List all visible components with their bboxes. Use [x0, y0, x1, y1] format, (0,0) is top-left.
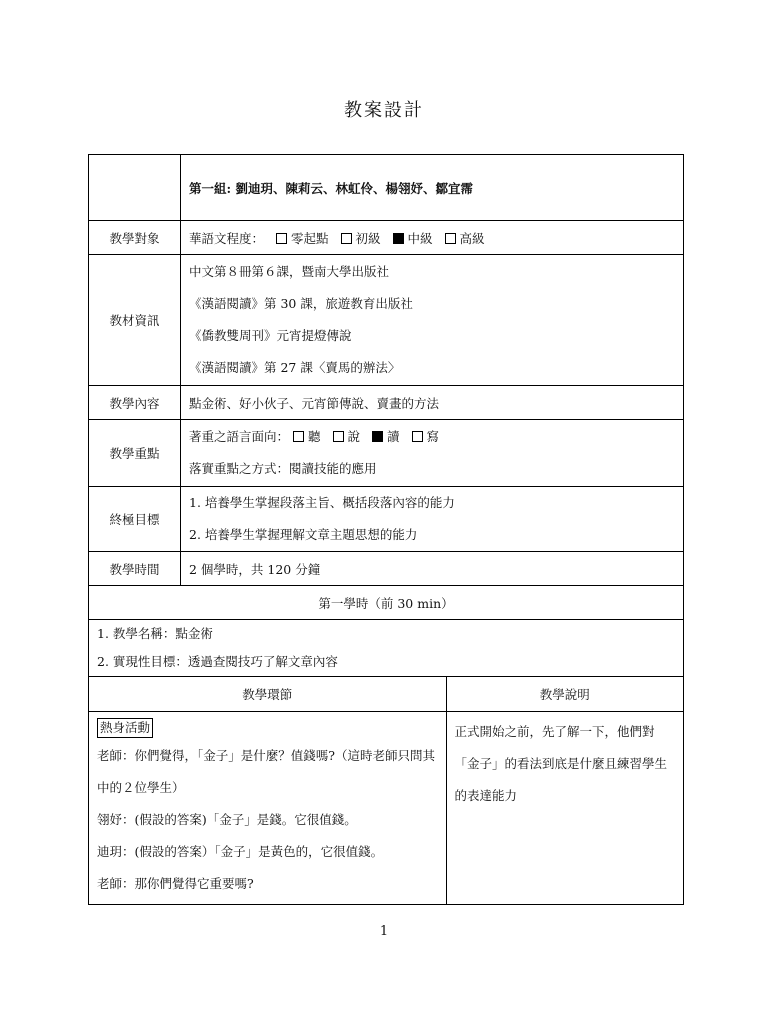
option-label: 初級 — [355, 230, 381, 246]
focus-cell — [181, 420, 684, 487]
session-info — [89, 620, 684, 677]
dialogue-line: 迪玥：(假設的答案）「金子」是黃色的，它很值錢。 — [97, 843, 384, 859]
group-blank-cell — [89, 155, 181, 221]
content-label: 教學內容 — [89, 386, 181, 420]
focus-label: 教學重點 — [89, 420, 181, 487]
checkbox-beginner0[interactable] — [276, 233, 287, 244]
explanation-col-header: 教學說明 — [446, 677, 683, 711]
dialogue-line: 老師：那你們覺得它重要嗎? — [97, 875, 254, 891]
option-label: 零起點 — [291, 230, 329, 246]
option-label: 聽 — [308, 429, 321, 444]
material-item: 《漢語閱讀》第 27 課〈賣馬的辦法〉 — [189, 360, 401, 375]
target-prefix: 華語文程度： — [189, 230, 265, 246]
dialogue-line: 老師：你們覺得，「金子」是什麼？值錢嗎?（這時老師只問其中的２位學生） — [97, 747, 435, 795]
page-number: 1 — [379, 924, 389, 939]
goals-label: 終極目標 — [89, 487, 181, 552]
checkbox-intermediate-checked[interactable] — [393, 233, 404, 244]
focus-prefix: 著重之語言面向： — [189, 429, 290, 444]
group-members: 第一組: 劉迪玥、陳莉云、林虹伶、楊翎妤、鄒宜霈 — [181, 155, 684, 221]
steps-container — [89, 677, 684, 905]
material-item: 中文第８冊第６課，暨南大學出版社 — [189, 264, 390, 279]
session-name: 1. 教學名稱：點金術 — [97, 626, 213, 641]
materials-cell — [181, 255, 684, 386]
target-label: 教學對象 — [89, 221, 181, 255]
checkbox-listening[interactable] — [293, 431, 304, 442]
option-label: 高級 — [459, 230, 485, 246]
checkbox-elementary[interactable] — [341, 233, 352, 244]
checkbox-reading-checked[interactable] — [372, 431, 383, 442]
steps-col-header: 教學環節 — [89, 677, 446, 711]
material-item: 《僑教雙周刊》元宵提燈傳說 — [189, 328, 352, 343]
checkbox-speaking[interactable] — [333, 431, 344, 442]
explanation-text: 正式開始之前，先了解一下，他們對「金子」的看法到底是什麼且練習學生的表達能力 — [454, 723, 668, 803]
option-label: 寫 — [426, 429, 440, 444]
time-text: 2 個學時，共 120 分鐘 — [181, 552, 684, 586]
material-item: 《漢語閱讀》第 30 課，旅遊教育出版社 — [189, 296, 413, 311]
steps-content — [89, 711, 446, 904]
checkbox-writing[interactable] — [412, 431, 423, 442]
materials-label: 教材資訊 — [89, 255, 181, 386]
lesson-plan-table — [88, 154, 684, 905]
content-text: 點金術、好小伙子、元宵節傳說、賣畫的方法 — [181, 386, 684, 420]
session-objective: 2. 實現性目標：透過查閱技巧了解文章內容 — [97, 654, 338, 669]
target-cell — [181, 221, 684, 255]
goal-item: 1. 培養學生掌握段落主旨、概括段落內容的能力 — [189, 495, 455, 510]
session-header: 第一學時（前 30 min） — [89, 586, 684, 620]
dialogue-line: 翎妤：(假設的答案)「金子」是錢。它很值錢。 — [97, 811, 357, 827]
focus-method: 落實重點之方式：閱讀技能的應用 — [189, 461, 377, 476]
option-label: 中級 — [407, 230, 433, 246]
goal-item: 2. 培養學生掌握理解文章主題思想的能力 — [189, 527, 418, 542]
time-label: 教學時間 — [89, 552, 181, 586]
checkbox-advanced[interactable] — [445, 233, 456, 244]
document-title: 教案設計 — [344, 100, 424, 121]
option-label: 讀 — [387, 429, 400, 444]
warmup-label: 熱身活動 — [97, 718, 153, 738]
option-label: 說 — [347, 429, 361, 444]
goals-cell — [181, 487, 684, 552]
steps-table — [89, 677, 683, 904]
explanation-content — [446, 711, 683, 904]
